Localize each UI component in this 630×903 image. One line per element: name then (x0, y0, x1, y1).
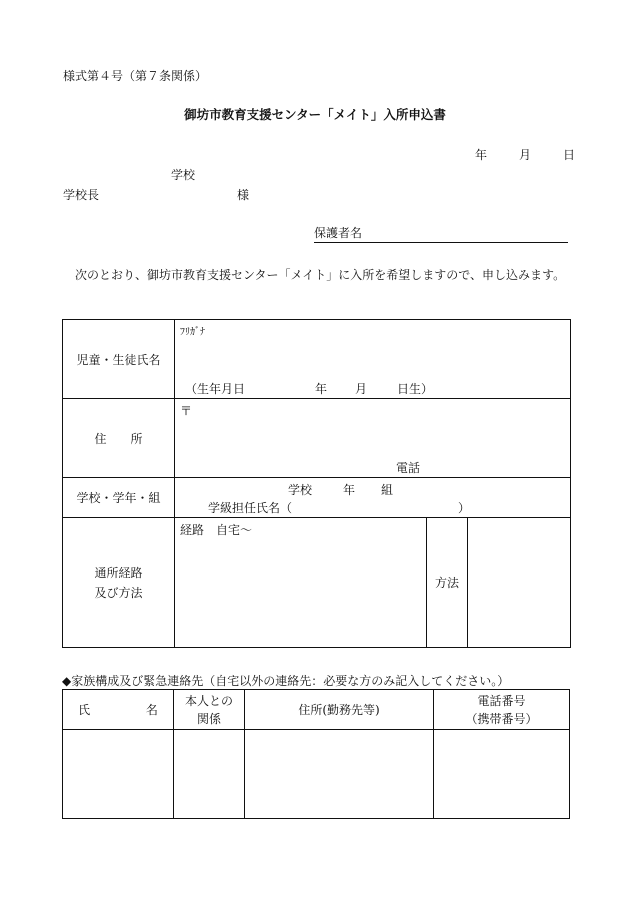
school-label: 学校 (288, 483, 313, 497)
birth-year-label: 年 (315, 382, 328, 396)
student-name-label: 児童・生徒氏名 (63, 320, 175, 399)
address-field[interactable] (175, 399, 571, 478)
guardian-name-label: 保護者名 (314, 226, 363, 240)
page-title: 御坊市教育支援センター「メイト」入所申込書 (184, 107, 446, 122)
date-line (475, 146, 575, 163)
address-label: 住 所 (63, 399, 175, 478)
family-name-header-1: 氏 (78, 702, 91, 717)
date-month-label: 月 (518, 148, 531, 162)
family-phone-header-1: 電話番号 (477, 693, 526, 708)
family-address-cell[interactable] (245, 730, 434, 819)
birth-month-label: 月 (355, 382, 368, 396)
school-grade-class-field[interactable] (175, 478, 571, 518)
form-number: 様式第４号（第７条関係） (63, 69, 208, 83)
family-section-heading: ◆家族構成及び緊急連絡先（自宅以外の連絡先：必要な方のみ記入してください。） (62, 674, 510, 688)
family-address-header: 住所(勤務先等) (245, 690, 434, 730)
family-phone-header-2: （携帯番号） (465, 711, 538, 726)
method-label: 方法 (427, 518, 468, 648)
family-relation-header-2: 関係 (196, 711, 221, 726)
guardian-name-field[interactable] (314, 224, 568, 243)
birth-day-label: 日生） (397, 382, 434, 396)
teacher-name-close: ） (458, 501, 471, 515)
route-prefix: 経路 自宅～ (180, 523, 253, 537)
teacher-name-label: 学級担任氏名（ (208, 501, 293, 515)
family-phone-cell[interactable] (434, 730, 570, 819)
family-name-header (63, 690, 174, 730)
grade-label: 年 (343, 483, 356, 497)
family-relation-cell[interactable] (174, 730, 245, 819)
route-field[interactable] (175, 518, 427, 648)
addressee-honorific: 様 (237, 188, 250, 202)
date-year-label: 年 (475, 148, 488, 162)
addressee-school: 学校 (171, 168, 196, 182)
school-grade-class-label: 学校・学年・組 (63, 478, 175, 518)
birth-date-label: （生年月日 (185, 382, 246, 396)
family-name-header-2: 名 (145, 702, 158, 717)
family-relation-header-1: 本人との (184, 693, 233, 708)
phone-label: 電話 (396, 461, 421, 475)
route-label-line1: 通所経路 (94, 565, 143, 580)
application-table (62, 319, 571, 648)
addressee-principal: 学校長 (63, 188, 100, 202)
student-name-field[interactable] (175, 320, 571, 399)
route-label (63, 518, 175, 648)
route-label-line2: 及び方法 (94, 585, 143, 600)
method-field[interactable] (468, 518, 571, 648)
family-relation-header (174, 690, 245, 730)
request-statement: 次のとおり、御坊市教育支援センター「メイト」に入所を希望しますので、申し込みます。 (75, 268, 566, 282)
family-name-cell[interactable] (63, 730, 174, 819)
class-label: 組 (381, 483, 394, 497)
family-phone-header (434, 690, 570, 730)
furigana-label: ﾌﾘｶﾞﾅ (180, 327, 205, 338)
family-table (62, 689, 570, 819)
postal-mark: 〒 (180, 404, 193, 418)
date-day-label: 日 (562, 148, 575, 162)
